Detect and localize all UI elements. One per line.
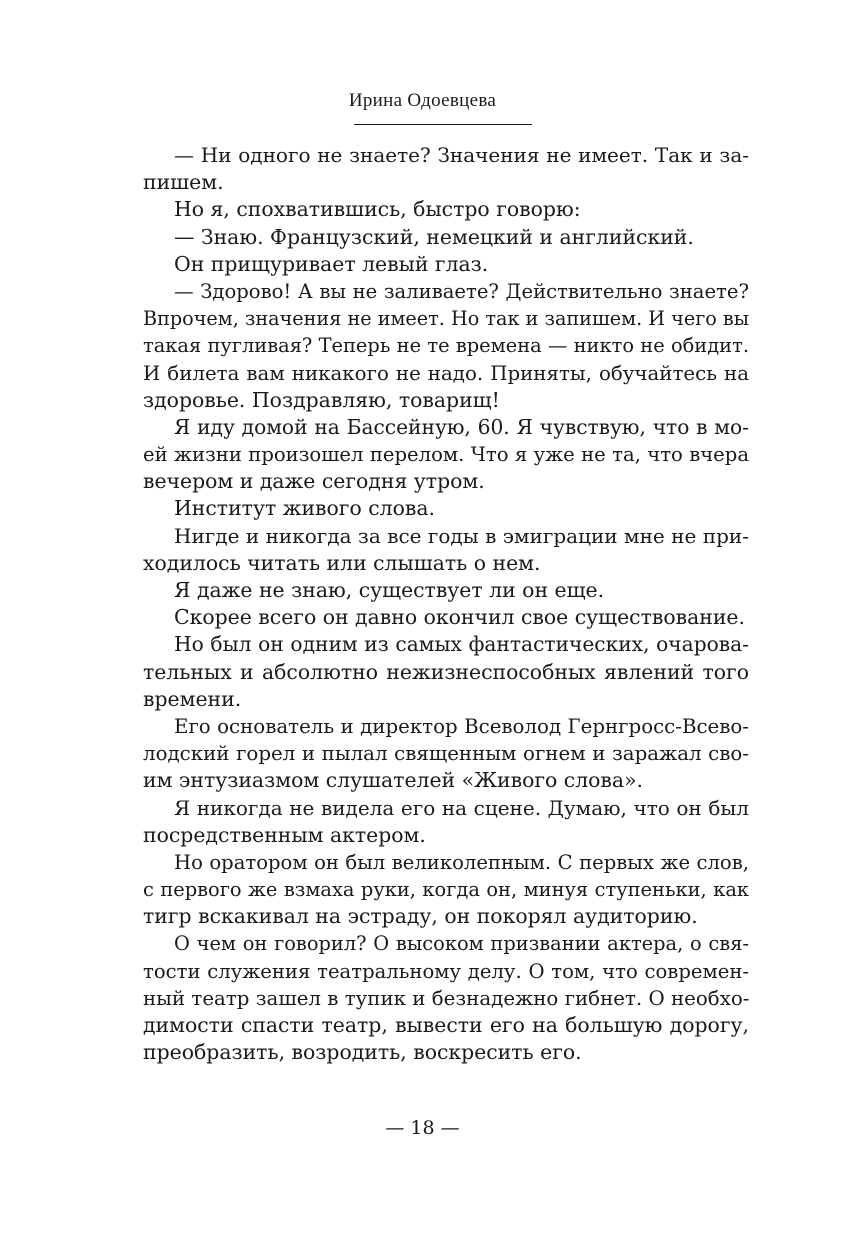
text-line: О чем он говорил? О высоком призвании актера, о свя- — [174, 932, 749, 956]
text-line: И билета вам никакого не надо. Приняты, обучайтесь на — [143, 361, 749, 385]
text-line: здоровье. Поздравляю, товарищ! — [143, 387, 500, 412]
text-line: Я никогда не видела его на сцене. Думаю, что он был — [174, 795, 749, 820]
text-line: им энтузиазмом слушателей «Живого слова». — [143, 768, 644, 793]
text-line: димости спасти театр, вывести его на большую дорогу, — [143, 1013, 749, 1037]
text-line: ей жизни произошел перелом. Что я уже не та, что вчера — [143, 443, 749, 467]
text-line: ходилось читать или слышать о нем. — [143, 550, 541, 575]
text-line: Институт живого слова. — [174, 496, 436, 521]
text-line: Он прищуривает левый глаз. — [174, 251, 489, 276]
text-line: вечером и даже сегодня утром. — [143, 469, 485, 494]
text-line: лодский горел и пылал священным огнем и заражал сво- — [143, 742, 749, 766]
text-line: тости служения театральному делу. О том, что современ- — [143, 959, 749, 983]
body-text — [143, 142, 749, 1066]
text-line: времени. — [143, 686, 242, 711]
text-line: пишем. — [143, 170, 224, 195]
page-number: — 18 — — [385, 1117, 460, 1139]
text-line: посредственным актером. — [143, 822, 426, 847]
text-line: такая пугливая? Теперь не те времена — никто не обидит. — [143, 334, 749, 358]
header-rule — [354, 124, 532, 125]
text-line: Но я, спохватившись, быстро говорю: — [174, 197, 581, 222]
text-line: Я иду домой на Бассейную, 60. Я чувствую, что в мо- — [174, 414, 749, 439]
text-line: Скорее всего он давно окончил свое существование. — [174, 605, 745, 630]
text-line: тигр вскакивал на эстраду, он покорял аудиторию. — [143, 904, 698, 929]
text-line: — Знаю. Французский, немецкий и английский. — [174, 224, 694, 249]
text-line: Но был он одним из самых фантастических, очарова- — [174, 632, 749, 657]
running-head: Ирина Одоевцева — [348, 90, 497, 111]
text-line: ный театр зашел в тупик и безнадежно гибнет. О необхо- — [143, 986, 750, 1010]
text-line: Я даже не знаю, существует ли он еще. — [174, 578, 605, 602]
text-line: с первого же взмаха руки, когда он, минуя ступеньки, как — [143, 878, 749, 902]
text-line: Нигде и никогда за все годы в эмиграции мне не при- — [174, 523, 749, 548]
text-line: Впрочем, значения не имеет. Но так и запишем. И чего вы — [143, 307, 749, 331]
text-line: Его основатель и директор Всеволод Гернгросс-Всево- — [174, 714, 749, 738]
text-line: тельных и абсолютно нежизнеспособных явлений того — [143, 659, 749, 684]
text-line: преобразить, возродить, воскресить его. — [143, 1040, 582, 1065]
text-line: — Здорово! А вы не заливаете? Действительно знаете? — [174, 279, 749, 303]
text-line: — Ни одного не знаете? Значения не имеет. Так и за- — [174, 143, 749, 167]
text-line: Но оратором он был великолепным. С первых же слов, — [174, 850, 749, 874]
